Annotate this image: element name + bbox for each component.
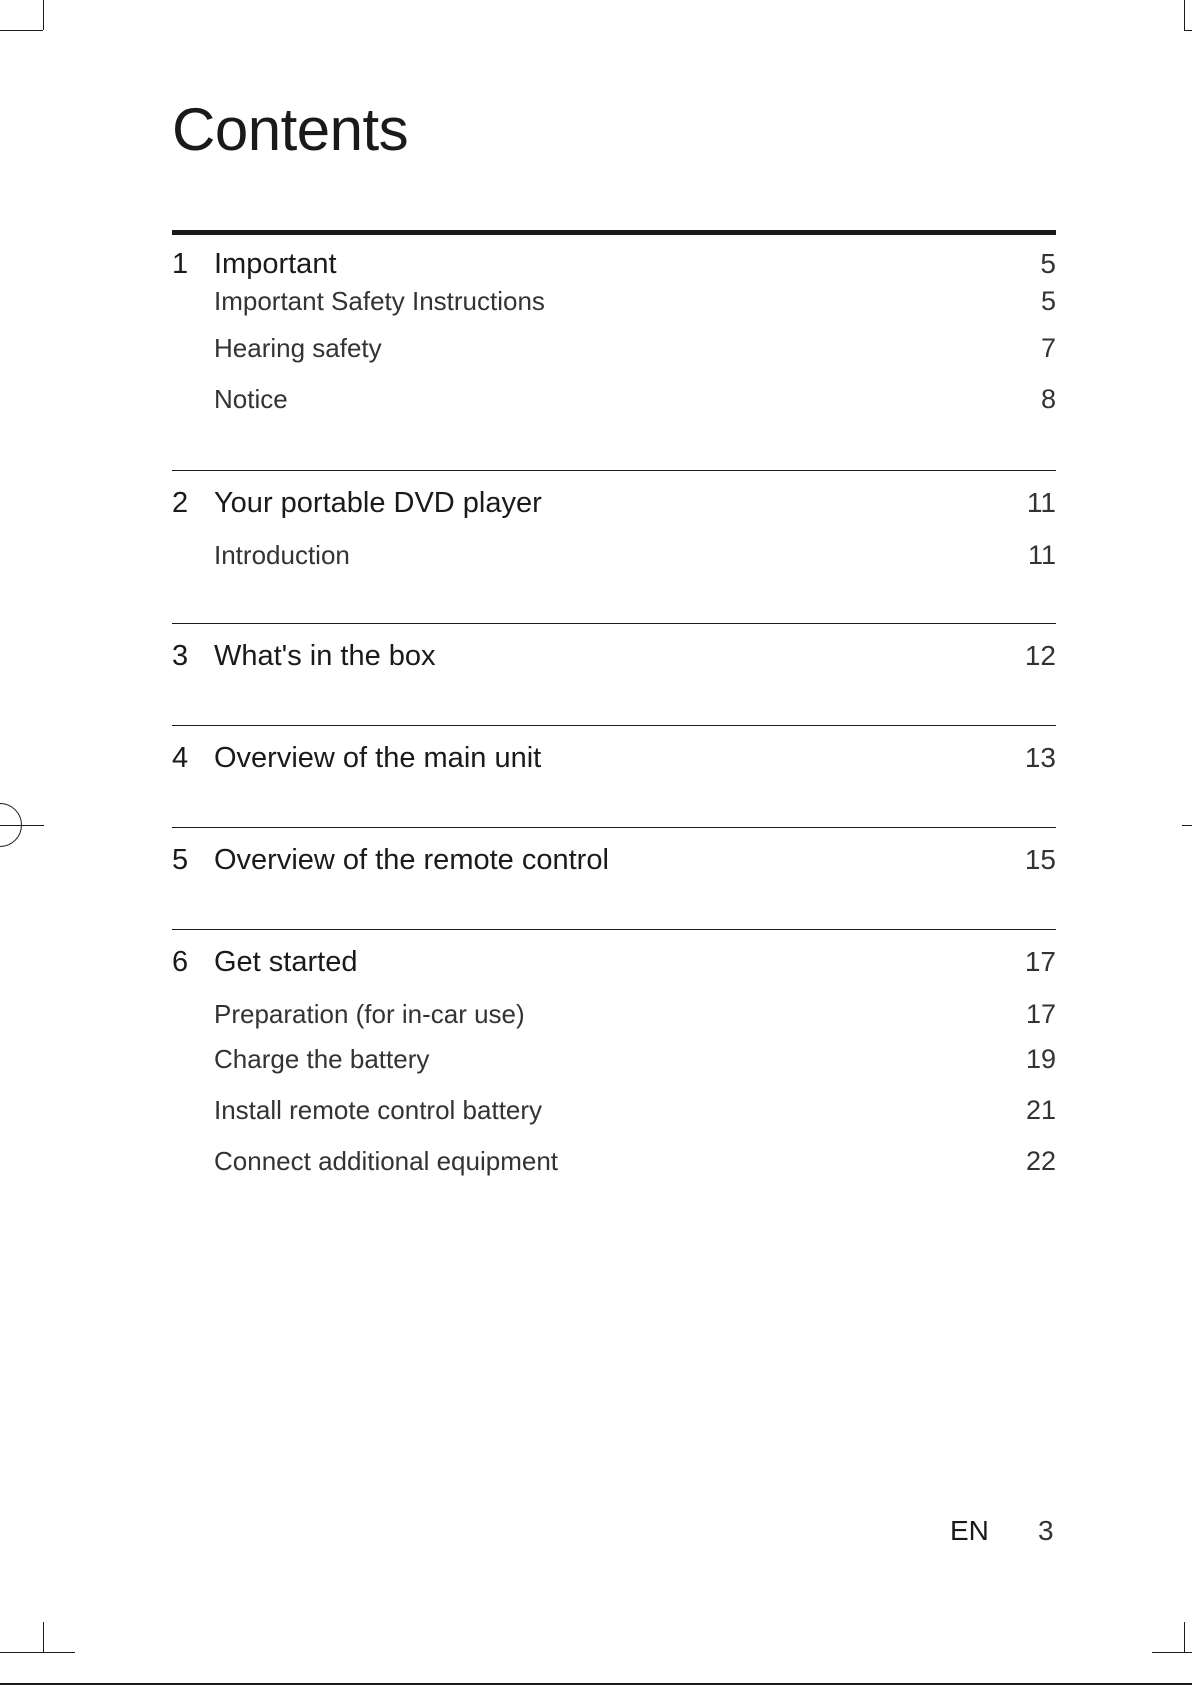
subitem-page: 5 xyxy=(1040,285,1056,316)
subitem-page: 19 xyxy=(1025,1044,1056,1074)
crop-mark-bottom-left-vertical xyxy=(43,1622,44,1652)
section-title: Get started xyxy=(214,945,358,978)
subitem-page: 22 xyxy=(1025,1146,1056,1176)
section-gap xyxy=(172,575,1056,623)
section-gap xyxy=(172,425,1056,470)
section-number: 2 xyxy=(172,486,189,519)
toc-subitem-row[interactable] xyxy=(172,1085,1056,1136)
toc-section-3 xyxy=(172,623,1056,725)
toc-section-4 xyxy=(172,725,1056,827)
subitem-title: Connect additional equipment xyxy=(214,1146,559,1176)
section-gap xyxy=(172,688,1056,725)
section-title: Your portable DVD player xyxy=(214,486,542,519)
toc-subitem-row[interactable] xyxy=(172,1136,1056,1187)
section-number: 3 xyxy=(172,639,189,672)
crop-mark-top-right-horizontal xyxy=(1184,30,1192,31)
crop-mark-bottom-left-horizontal xyxy=(0,1652,75,1653)
table-of-contents xyxy=(172,230,1056,1187)
section-page: 12 xyxy=(1024,640,1056,671)
toc-subitem-row[interactable] xyxy=(172,535,1056,575)
subitem-title: Hearing safety xyxy=(214,333,382,363)
subitem-page: 11 xyxy=(1027,539,1056,570)
subitem-page: 21 xyxy=(1025,1095,1056,1125)
section-page: 17 xyxy=(1024,946,1056,977)
toc-section-6 xyxy=(172,929,1056,1187)
subitem-page: 8 xyxy=(1040,384,1056,414)
crop-mark-top-left-horizontal xyxy=(0,30,43,31)
subitem-title: Preparation (for in-car use) xyxy=(214,998,525,1029)
registration-mark-left-circle xyxy=(0,803,22,847)
crop-mark-bottom-right-horizontal xyxy=(1152,1652,1192,1653)
section-number: 1 xyxy=(172,247,189,280)
section-number: 6 xyxy=(172,945,189,978)
subitem-page: 7 xyxy=(1040,333,1056,363)
subitem-title: Notice xyxy=(214,384,288,414)
subitem-title: Introduction xyxy=(214,539,350,570)
section-gap xyxy=(172,790,1056,827)
section-gap xyxy=(172,892,1056,929)
section-title: What's in the box xyxy=(214,639,436,672)
footer-language-code: EN xyxy=(950,1515,989,1546)
subitem-page: 17 xyxy=(1025,998,1056,1029)
toc-subitem-row[interactable] xyxy=(172,323,1056,374)
bottom-edge-line xyxy=(0,1683,1192,1685)
toc-section-1 xyxy=(172,230,1056,470)
subitem-title: Charge the battery xyxy=(214,1044,430,1074)
crop-mark-top-right-vertical xyxy=(1184,0,1185,30)
toc-subitem-row[interactable] xyxy=(172,1034,1056,1085)
toc-heading-row[interactable] xyxy=(172,624,1056,688)
toc-section-5 xyxy=(172,827,1056,929)
section-number: 4 xyxy=(172,741,189,774)
page-title: Contents xyxy=(172,96,409,163)
footer-page-number: 3 xyxy=(1038,1515,1054,1546)
section-number: 5 xyxy=(172,843,189,876)
section-title: Important xyxy=(214,247,337,280)
crop-mark-bottom-right-vertical xyxy=(1184,1622,1185,1652)
section-page: 15 xyxy=(1024,844,1056,875)
crop-mark-top-left-vertical xyxy=(43,0,44,30)
toc-heading-row[interactable] xyxy=(172,828,1056,892)
section-page: 11 xyxy=(1026,487,1056,518)
section-title: Overview of the main unit xyxy=(214,741,542,774)
section-page: 13 xyxy=(1024,742,1056,773)
toc-section-2 xyxy=(172,470,1056,623)
section-title: Overview of the remote control xyxy=(214,843,609,876)
toc-subitem-row[interactable] xyxy=(172,279,1056,323)
toc-subitem-row[interactable] xyxy=(172,994,1056,1034)
toc-subitem-row[interactable] xyxy=(172,374,1056,425)
subitem-title: Important Safety Instructions xyxy=(214,285,545,316)
section-page: 5 xyxy=(1040,248,1056,279)
toc-heading-row[interactable] xyxy=(172,930,1056,994)
subitem-title: Install remote control battery xyxy=(214,1095,543,1125)
toc-heading-row[interactable] xyxy=(172,726,1056,790)
registration-mark-right-tick xyxy=(1182,825,1192,826)
toc-heading-row[interactable] xyxy=(172,471,1056,535)
